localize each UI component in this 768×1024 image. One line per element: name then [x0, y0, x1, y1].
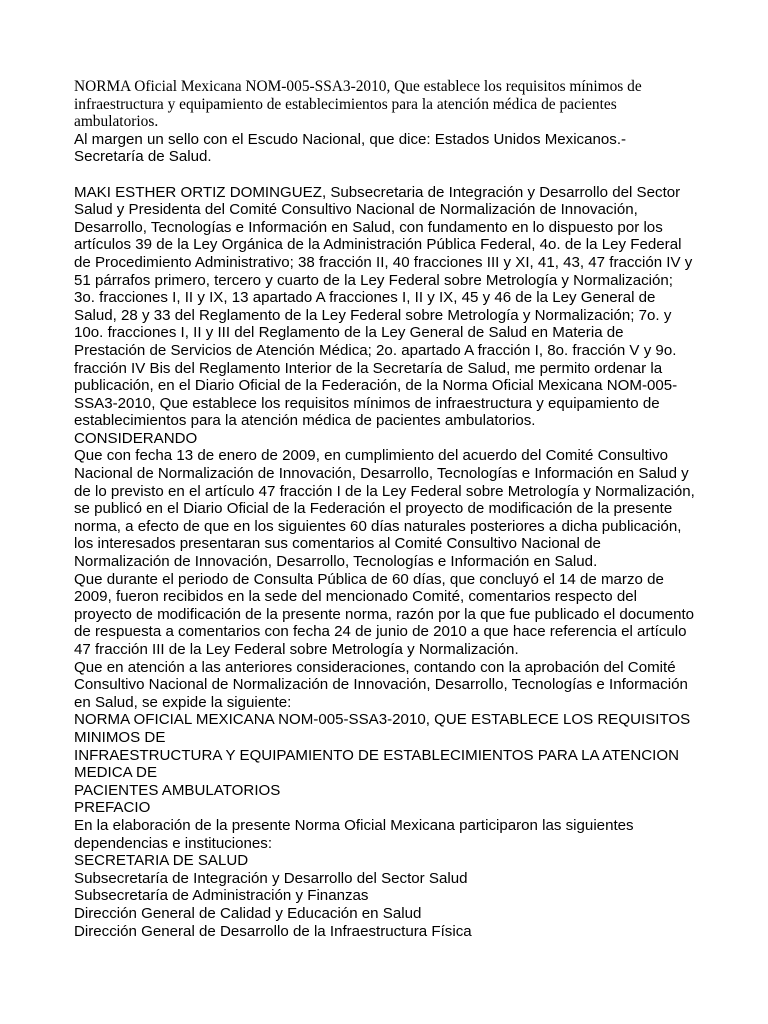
institution-item: Subsecretaría de Integración y Desarrollo del Sector Salud: [74, 869, 468, 887]
institution-item: Dirección General de Desarrollo de la Infraestructura Física: [74, 922, 472, 940]
seal-line: Al margen un sello con el Escudo Nacional, que dice: Estados Unidos Mexicanos.- Secretaría de Salud.: [74, 130, 627, 166]
norma-title-line-2: INFRAESTRUCTURA Y EQUIPAMIENTO DE ESTABLECIMIENTOS PARA LA ATENCION MEDICA DE: [74, 746, 679, 782]
prefacio-heading: PREFACIO: [74, 799, 151, 817]
considerando-paragraph-1: Que con fecha 13 de enero de 2009, en cumplimiento del acuerdo del Comité Consultivo Nacional de Normalización de Innovación, Desarrollo, Tecnologías e Información en Salud y de lo previsto en el artículo 47 fracción I de la Ley Federal sobre Metrología y Normalización, se publicó en el Diario Oficial de la Federación el proyecto de modificación de la presente norma, a efecto de que en los siguientes 60 días naturales posteriores a dicha publicación, los interesados presentaran sus comentarios al Comité Consultivo Nacional de Normalización de Innovación, Desarrollo, Tecnologías e Información en Salud.: [74, 447, 695, 571]
institution-item: Subsecretaría de Administración y Finanzas: [74, 887, 369, 905]
document-page: [74, 78, 698, 940]
institution-heading: SECRETARIA DE SALUD: [74, 852, 249, 870]
paragraph-gap: [74, 166, 698, 184]
considerando-heading: CONSIDERANDO: [74, 429, 198, 447]
considerando-paragraph-3: Que en atención a las anteriores consideraciones, contando con la aprobación del Comité Consultivo Nacional de Normalización de Innovación, Desarrollo, Tecnologías e Información en Salud, se expide la siguiente:: [74, 658, 688, 711]
norma-title-line-3: PACIENTES AMBULATORIOS: [74, 781, 281, 799]
norma-title-line-1: NORMA OFICIAL MEXICANA NOM-005-SSA3-2010, QUE ESTABLECE LOS REQUISITOS MINIMOS DE: [74, 711, 691, 746]
considerando-paragraph-2: Que durante el periodo de Consulta Pública de 60 días, que concluyó el 14 de marzo de 2009, fueron recibidos en la sede del mencionado Comité, comentarios respecto del proyecto de modificación de la presente norma, razón por la que fue publicado el documento de respuesta a comentarios con fecha 24 de junio de 2010 a que hace referencia el artículo 47 fracción III de la Ley Federal sobre Metrología y Normalización.: [74, 570, 695, 658]
institution-item: Dirección General de Calidad y Educación en Salud: [74, 904, 422, 922]
body-paragraph: MAKI ESTHER ORTIZ DOMINGUEZ, Subsecretaria de Integración y Desarrollo del Sector Salud y Presidenta del Comité Consultivo Nacional de Normalización de Innovación, Desarrollo, Tecnologías e Información en Salud, con fundamento en lo dispuesto por los artículos 39 de la Ley Orgánica de la Administración Pública Federal, 4o. de la Ley Federal de Procedimiento Administrativo; 38 fracción II, 40 fracciones III y XI, 41, 43, 47 fracción IV y 51 párrafos primero, tercero y cuarto de la Ley Federal sobre Metrología y Normalización; 3o. fracciones I, II y IX, 13 apartado A fracciones I, II y IX, 45 y 46 de la Ley General de Salud, 28 y 33 del Reglamento de la Ley Federal sobre Metrología y Normalización; 7o. y 10o. fracciones I, II y III del Reglamento de la Ley General de Salud en Materia de Prestación de Servicios de Atención Médica; 2o. apartado A fracción I, 8o. fracción V y 9o. fracción IV Bis del Reglamento Interior de la Secretaría de Salud, me permito ordenar la publicación, en el Diario Oficial de la Federación, de la Norma Oficial Mexicana NOM-005-SSA3-2010, Que establece los requisitos mínimos de infraestructura y equipamiento de establecimientos para la atención médica de pacientes ambulatorios.: [74, 183, 693, 430]
prefacio-text: En la elaboración de la presente Norma Oficial Mexicana participaron las siguientes dependencias e instituciones:: [74, 816, 634, 852]
document-title: NORMA Oficial Mexicana NOM-005-SSA3-2010, Que establece los requisitos mínimos de infraestructura y equipamiento de establecimientos para la atención médica de pacientes ambulatorios.: [74, 78, 642, 131]
